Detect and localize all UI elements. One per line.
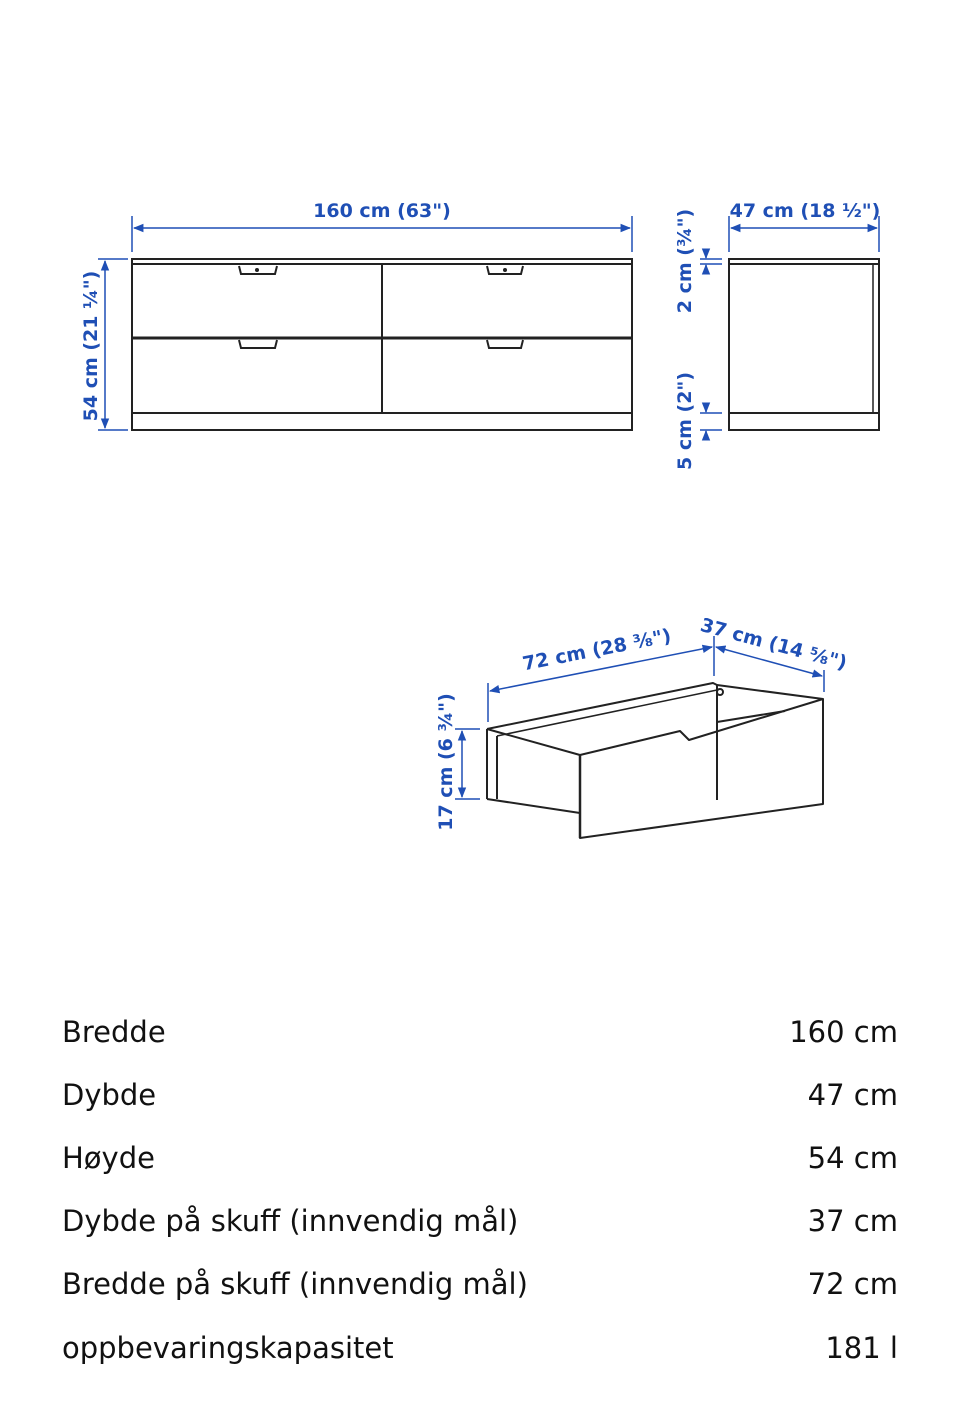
drawer-handle <box>487 340 523 348</box>
side-body <box>729 259 879 430</box>
spec-label: Høyde <box>62 1140 155 1175</box>
spec-label: Dybde på skuff (innvendig mål) <box>62 1204 519 1239</box>
top-thickness-dimension <box>674 209 722 313</box>
base-height-dimension <box>674 372 722 470</box>
side-depth-label: 47 cm (18 ½") <box>729 200 881 222</box>
base-height-label: 5 cm (2") <box>674 372 696 470</box>
spec-row-height <box>62 1126 898 1189</box>
spec-value: 181 l <box>825 1330 898 1365</box>
spec-label: Bredde på skuff (innvendig mål) <box>62 1267 528 1302</box>
spec-row-drawer-depth <box>62 1190 898 1253</box>
side-view <box>729 259 879 430</box>
drawer-depth-label: 37 cm (14 ⅝") <box>697 614 850 675</box>
side-depth-dimension <box>729 200 880 252</box>
drawer-depth-dimension <box>698 614 849 692</box>
spec-label: oppbevaringskapasitet <box>62 1330 394 1365</box>
drawer-height-dimension <box>435 693 480 831</box>
drawer-handle <box>239 266 277 274</box>
specifications-list <box>62 1000 898 1379</box>
spec-label: Bredde <box>62 1014 166 1049</box>
spec-value: 160 cm <box>789 1014 898 1049</box>
spec-row-storage-capacity <box>62 1316 898 1379</box>
drawer-height-label: 17 cm (6 ¾") <box>435 693 457 831</box>
top-thickness-label: 2 cm (¾") <box>674 208 696 314</box>
spec-value: 54 cm <box>807 1140 898 1175</box>
spec-label: Dybde <box>62 1077 157 1112</box>
drawer-width-dimension <box>488 625 714 722</box>
front-width-label: 160 cm (63") <box>313 200 451 222</box>
front-view <box>132 259 632 430</box>
front-width-dimension <box>132 200 632 252</box>
spec-value: 72 cm <box>807 1267 898 1302</box>
spec-row-width <box>62 1000 898 1063</box>
spec-row-depth <box>62 1063 898 1126</box>
front-height-label: 54 cm (21 ¼") <box>80 270 102 422</box>
drawer-handle <box>239 340 277 348</box>
drawer-view <box>487 683 823 838</box>
drawer-handle <box>487 266 523 274</box>
spec-value: 37 cm <box>807 1204 898 1239</box>
drawer-width-label: 72 cm (28 ⅜") <box>520 624 673 676</box>
spec-row-drawer-width <box>62 1253 898 1316</box>
front-height-dimension <box>80 259 128 430</box>
spec-value: 47 cm <box>807 1077 898 1112</box>
